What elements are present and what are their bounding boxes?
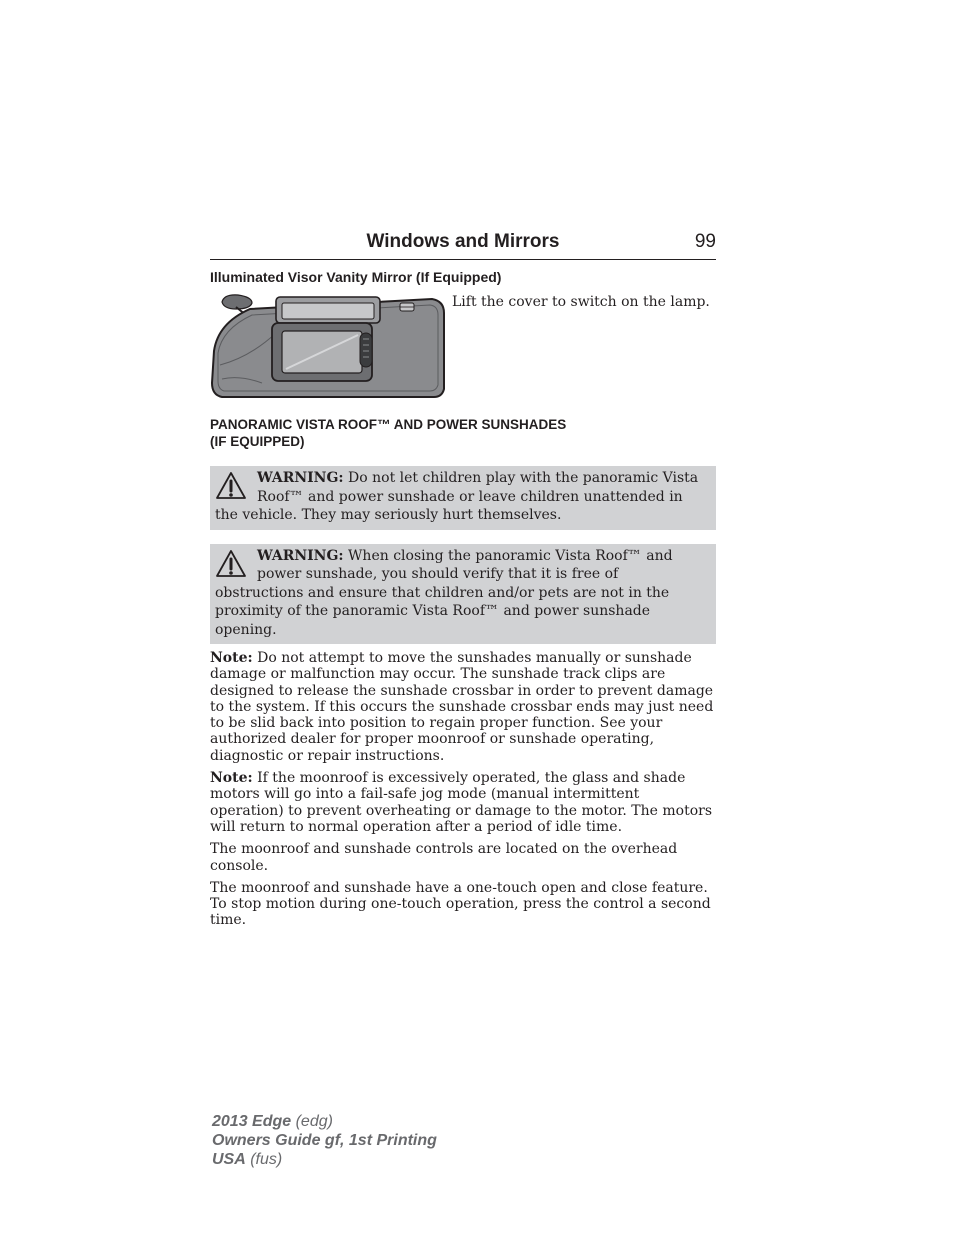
- page-header: [210, 228, 716, 260]
- footer-guide-edition: Owners Guide gf, 1st Printing: [212, 1132, 437, 1149]
- note-paragraph-2: [210, 770, 716, 835]
- page-number: 99: [694, 231, 716, 252]
- visor-mirror-caption: Lift the cover to switch on the lamp.: [452, 294, 710, 310]
- footer-model-code: (edg): [291, 1113, 333, 1130]
- note-label-1: Note:: [210, 650, 253, 666]
- footer-line-1: [212, 1112, 437, 1131]
- footer-market-code: (fus): [245, 1151, 283, 1168]
- footer-line-2: [212, 1131, 437, 1150]
- warning-label-2: WARNING:: [257, 547, 344, 564]
- note-text-1: Do not attempt to move the sunshades manually or sunshade damage or malfunction may occur. The sunshade track clips are designed to release the sunshade crossbar in order to prevent damage to the system. If this occurs the sunshade crossbar ends may just need to be slid back into position to regain proper function. See your authorized dealer for proper moonroof or sunshade operating, diagnostic or repair instructions.: [210, 650, 714, 764]
- page-footer: [212, 1112, 437, 1169]
- visor-vanity-mirror-illustration: [210, 293, 446, 399]
- page-content: [210, 228, 716, 929]
- panoramic-roof-heading: [210, 416, 716, 450]
- page-title: Windows and Mirrors: [366, 231, 560, 252]
- footer-market: USA: [212, 1151, 246, 1168]
- warning-triangle-icon: [215, 549, 247, 579]
- visor-mirror-heading: Illuminated Visor Vanity Mirror (If Equipped): [210, 269, 502, 285]
- footer-model: 2013 Edge: [212, 1113, 292, 1130]
- footer-line-3: [212, 1150, 437, 1169]
- warning-triangle-icon: [215, 471, 247, 501]
- panoramic-roof-heading-line2: (IF EQUIPPED): [210, 434, 305, 449]
- controls-location-paragraph: The moonroof and sunshade controls are located on the overhead console.: [210, 841, 678, 874]
- warning-text-2: When closing the panoramic Vista Roof™ and power sunshade, you should verify that it is free of obstructions and ensure that children and/or pets are not in the proximity of the panoramic Vista Roof™ and power sunshade opening.: [215, 547, 673, 638]
- warning-text-1: Do not let children play with the panoramic Vista Roof™ and power sunshade or leave children unattended in the vehicle. They may seriously hurt themselves.: [215, 470, 699, 523]
- visor-row: [210, 293, 716, 399]
- warning-box-2: [210, 544, 716, 645]
- note-paragraph-1: [210, 650, 716, 764]
- one-touch-paragraph: The moonroof and sunshade have a one-touch open and close feature. To stop motion during one-touch operation, press the control a second time.: [210, 879, 711, 929]
- warning-label-1: WARNING:: [257, 470, 344, 486]
- note-text-2: If the moonroof is excessively operated, the glass and shade motors will go into a fail-safe jog mode (manual intermittent operation) to prevent overheating or damage to the motor. The motors will return to normal operation after a period of idle time.: [210, 770, 713, 835]
- note-label-2: Note:: [210, 770, 253, 787]
- warning-box-1: [210, 466, 716, 530]
- panoramic-roof-heading-line1: PANORAMIC VISTA ROOF™ AND POWER SUNSHADES: [210, 417, 567, 432]
